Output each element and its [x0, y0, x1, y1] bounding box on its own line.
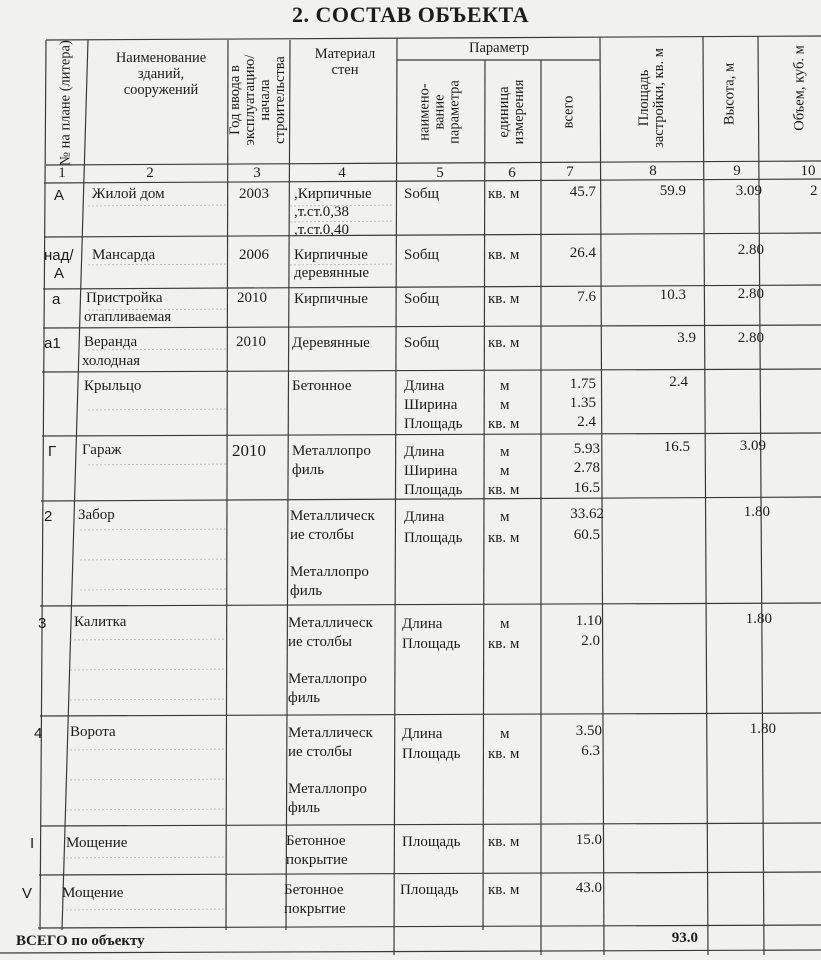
- header-col-param-name: наимено-вание параметра: [416, 80, 463, 144]
- row-param-unit: кв. м: [488, 530, 520, 546]
- total-label: ВСЕГО по объекту: [16, 933, 145, 949]
- row-param-value: 1.75: [569, 376, 596, 392]
- row-param-name: Площадь: [404, 416, 463, 432]
- row-name: отапливаемая: [84, 309, 172, 325]
- row-param-unit: м: [500, 616, 510, 632]
- row-param-unit: м: [500, 463, 510, 479]
- row-name: Калитка: [74, 614, 127, 630]
- row-name: Мощение: [66, 835, 128, 851]
- row-material: филь: [292, 462, 325, 478]
- row-name: холодная: [82, 353, 141, 369]
- row-name: Ворота: [70, 724, 116, 740]
- row-param-value: 3.50: [575, 723, 602, 739]
- col-number-4: 4: [338, 165, 346, 181]
- row-name: Крыльцо: [84, 378, 142, 394]
- row-param-name: Ширина: [404, 463, 458, 479]
- col-number-5: 5: [436, 165, 444, 181]
- row-param-name: Площадь: [404, 530, 463, 546]
- row-material: ,т.ст.0,38: [294, 204, 350, 220]
- row-height: 1.80: [745, 611, 772, 627]
- total-area: 93.0: [671, 930, 698, 946]
- row-param-name: Ширина: [404, 397, 458, 413]
- col-number-3: 3: [253, 165, 261, 181]
- row-param-value: 1.35: [569, 395, 596, 411]
- row-material: Металлическ: [290, 508, 375, 524]
- row-param-unit: м: [500, 509, 510, 525]
- row-param-unit: кв. м: [488, 291, 520, 307]
- row-param-value: 45.7: [569, 184, 596, 200]
- page-title: 2. СОСТАВ ОБЪЕКТА: [291, 2, 530, 27]
- row-material: Металлопро: [288, 781, 367, 797]
- row-param-value: 26.4: [569, 245, 596, 261]
- row-param-name: Площадь: [402, 746, 461, 762]
- row-year: 2010: [232, 441, 266, 460]
- row-year: 2003: [239, 186, 269, 202]
- row-building-area: 2.4: [669, 374, 688, 390]
- col-number-8: 8: [649, 163, 657, 179]
- row-param-name: Sобщ: [404, 186, 440, 202]
- row-param-unit: кв. м: [488, 746, 520, 762]
- row-name: Пристройка: [86, 290, 163, 306]
- row-param-name: Длина: [404, 378, 445, 394]
- row-material: Кирпичные: [294, 247, 368, 263]
- row-param-value: 2.78: [573, 460, 600, 476]
- row-literal: Г: [48, 443, 57, 460]
- row-material: ие столбы: [290, 527, 354, 543]
- row-material: деревянные: [294, 265, 370, 281]
- row-height: 2.80: [737, 242, 764, 258]
- row-height: 3.09: [735, 183, 762, 199]
- col-number-6: 6: [508, 165, 516, 181]
- row-height: 1.80: [749, 721, 776, 737]
- row-material: филь: [290, 583, 323, 599]
- row-material: ,Кирпичные: [294, 186, 372, 202]
- row-volume: 2: [810, 183, 818, 199]
- row-year: 2010: [237, 290, 267, 306]
- header-col-material: Материал стен: [314, 46, 376, 78]
- row-param-value: 6.3: [581, 743, 600, 759]
- row-param-unit: кв. м: [488, 186, 520, 202]
- row-material: покрытие: [284, 901, 346, 917]
- row-building-area: 10.3: [659, 287, 686, 303]
- row-name: Мансарда: [92, 247, 156, 263]
- row-name: Гараж: [82, 442, 122, 458]
- row-param-unit: кв. м: [488, 834, 520, 850]
- row-literal: А: [54, 265, 65, 282]
- row-material: Металлическ: [288, 725, 373, 741]
- header-col-unit: единица измерения: [496, 79, 527, 145]
- row-param-name: Площадь: [402, 834, 461, 850]
- header-col-plan-number: № на плане (литера): [57, 40, 74, 166]
- row-name: Жилой дом: [92, 186, 165, 202]
- row-material: Металлопро: [292, 443, 371, 459]
- col-number-2: 2: [146, 165, 154, 181]
- row-param-name: Длина: [402, 726, 443, 742]
- row-param-name: Площадь: [400, 882, 459, 898]
- row-param-value: 16.5: [573, 480, 600, 496]
- col-number-10: 10: [800, 163, 816, 179]
- row-material: филь: [288, 800, 321, 816]
- header-col-year: Год ввода в эксплуатацию/ начала строительства: [227, 54, 288, 146]
- header-col-height: Высота, м: [721, 62, 738, 126]
- row-param-value: 7.6: [577, 289, 596, 305]
- row-param-value: 1.10: [575, 613, 602, 629]
- row-param-unit: м: [500, 726, 510, 742]
- row-material: Металлопро: [290, 564, 369, 580]
- row-param-name: Длина: [404, 509, 445, 525]
- row-param-value: 33.62: [570, 506, 604, 522]
- row-literal: над/: [44, 247, 74, 264]
- header-col-total: всего: [560, 95, 577, 129]
- header-col-name: Наименование зданий, сооружений: [115, 50, 207, 98]
- row-param-value: 60.5: [573, 527, 600, 543]
- row-height: 3.09: [739, 438, 766, 454]
- row-param-unit: кв. м: [488, 882, 520, 898]
- row-param-unit: кв. м: [488, 416, 520, 432]
- row-height: 1.80: [743, 504, 770, 520]
- row-param-name: Длина: [404, 444, 445, 460]
- row-param-name: Sобщ: [404, 291, 440, 307]
- row-material: ие столбы: [288, 634, 352, 650]
- row-param-name: Sобщ: [404, 335, 440, 351]
- row-param-unit: кв. м: [488, 636, 520, 652]
- row-literal: I: [30, 835, 35, 852]
- row-literal: V: [22, 885, 33, 902]
- row-name: Забор: [78, 507, 115, 523]
- row-param-unit: кв. м: [488, 247, 520, 263]
- row-name: Веранда: [84, 334, 138, 350]
- row-year: 2010: [236, 334, 266, 350]
- header-col-volume: Объем, куб. м: [791, 45, 808, 131]
- row-building-area: 16.5: [663, 439, 690, 455]
- col-number-7: 7: [566, 164, 574, 180]
- row-param-value: 5.93: [573, 441, 600, 457]
- row-literal: а1: [44, 335, 61, 352]
- row-param-value: 2.4: [577, 414, 596, 430]
- row-material: ие столбы: [288, 744, 352, 760]
- row-param-name: Площадь: [404, 482, 463, 498]
- row-param-name: Длина: [402, 616, 443, 632]
- row-param-unit: м: [500, 397, 510, 413]
- row-literal: а: [52, 291, 61, 308]
- row-material: Кирпичные: [294, 291, 368, 307]
- row-param-unit: м: [500, 378, 510, 394]
- row-height: 2.80: [737, 286, 764, 302]
- row-param-unit: кв. м: [488, 335, 520, 351]
- row-literal: 4: [34, 725, 43, 742]
- row-param-name: Sобщ: [404, 247, 440, 263]
- row-building-area: 3.9: [677, 330, 696, 346]
- header-param-group: Параметр: [469, 40, 529, 56]
- row-material: Бетонное: [292, 378, 352, 394]
- row-material: Бетонное: [284, 882, 344, 898]
- row-literal: 2: [44, 508, 53, 525]
- row-param-value: 43.0: [575, 880, 602, 896]
- row-param-value: 2.0: [581, 633, 600, 649]
- header-col-area: Площадь застройки, кв. м: [636, 48, 667, 148]
- col-number-1: 1: [58, 165, 66, 181]
- row-literal: 3: [38, 615, 47, 632]
- row-literal: А: [54, 187, 65, 204]
- row-height: 2.80: [737, 330, 764, 346]
- row-material: Металлопро: [288, 671, 367, 687]
- row-material: ,т.ст.0,40: [294, 222, 350, 238]
- row-param-unit: кв. м: [488, 482, 520, 498]
- col-number-9: 9: [733, 163, 741, 179]
- row-param-unit: м: [500, 444, 510, 460]
- row-material: покрытие: [286, 852, 348, 868]
- row-material: Металлическ: [288, 615, 373, 631]
- row-param-name: Площадь: [402, 636, 461, 652]
- row-year: 2006: [239, 247, 269, 263]
- row-building-area: 59.9: [659, 183, 686, 199]
- row-param-value: 15.0: [575, 832, 602, 848]
- row-material: Деревянные: [292, 335, 370, 351]
- row-material: Бетонное: [286, 833, 346, 849]
- row-name: Мощение: [62, 885, 124, 901]
- row-material: филь: [288, 690, 321, 706]
